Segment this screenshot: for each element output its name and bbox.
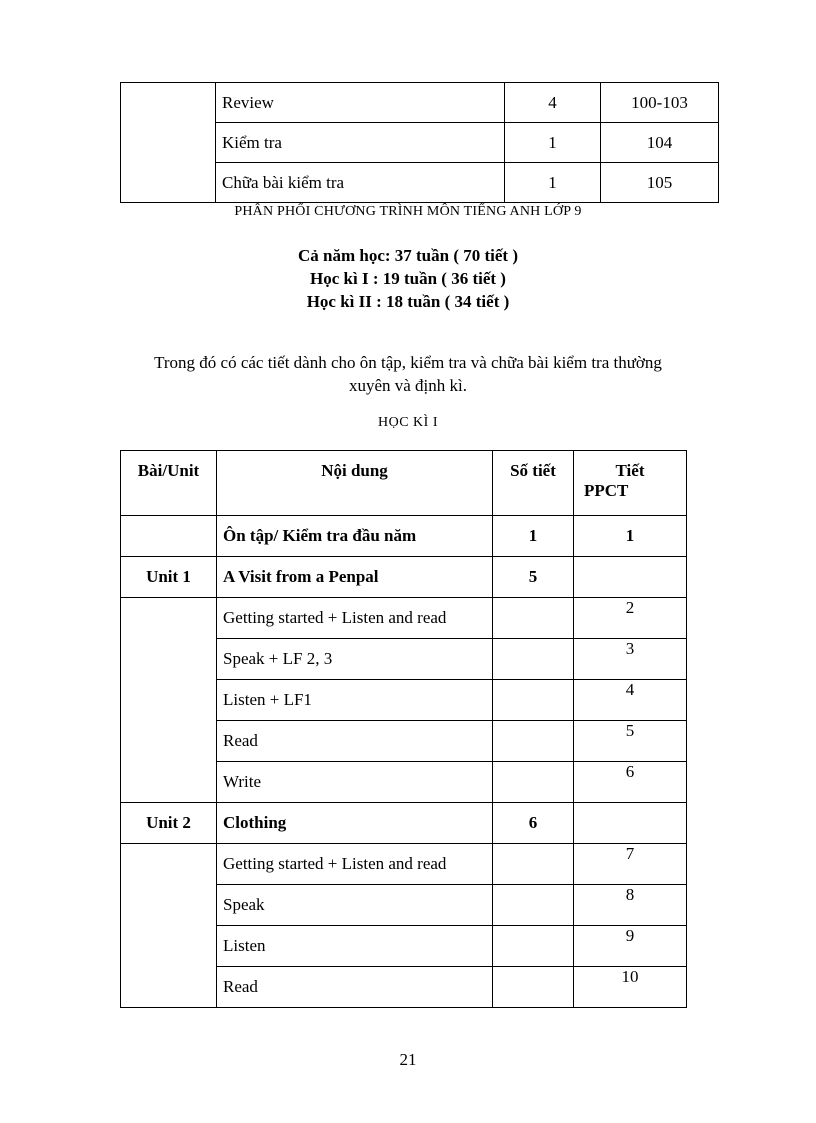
header-content: Nội dung [217, 451, 493, 516]
year-summary [0, 244, 816, 313]
ppct-number: 9 [574, 926, 687, 967]
ppct-number: 6 [574, 762, 687, 803]
lesson-content: Write [217, 762, 493, 803]
ppct-number: 8 [574, 885, 687, 926]
ppct-number: 7 [574, 844, 687, 885]
ppct-number: 1 [574, 516, 687, 557]
period-count [493, 762, 574, 803]
period-count: 1 [505, 163, 601, 203]
table-row [121, 844, 687, 885]
page-number: 21 [399, 1050, 417, 1069]
header-periods: Số tiết [493, 451, 574, 516]
period-count [493, 885, 574, 926]
lesson-content: Read [217, 967, 493, 1008]
period-count [493, 639, 574, 680]
period-count [493, 721, 574, 762]
lesson-content: Chữa bài kiểm tra [216, 163, 505, 203]
lesson-content: Read [217, 721, 493, 762]
period-count: 1 [505, 123, 601, 163]
header-row [121, 451, 687, 516]
ppct-number [574, 557, 687, 598]
ppct-number: 105 [601, 163, 719, 203]
period-count [493, 598, 574, 639]
lesson-content: Getting started + Listen and read [217, 598, 493, 639]
ppct-number: 100-103 [601, 83, 719, 123]
period-count [493, 926, 574, 967]
header-unit: Bài/Unit [121, 451, 217, 516]
period-count [493, 844, 574, 885]
lesson-content: Ôn tập/ Kiểm tra đầu năm [217, 516, 493, 557]
unit-row [121, 803, 687, 844]
unit-cell: Unit 1 [121, 557, 217, 598]
period-count: 5 [493, 557, 574, 598]
unit-title: A Visit from a Penpal [217, 557, 493, 598]
semester2-total: Học kì II : 18 tuần ( 34 tiết ) [306, 292, 510, 311]
unit-title: Clothing [217, 803, 493, 844]
lesson-content: Review [216, 83, 505, 123]
period-count: 6 [493, 803, 574, 844]
header-ppct-line2: PPCT [584, 481, 629, 500]
period-count [493, 680, 574, 721]
ppct-number: 2 [574, 598, 687, 639]
semester1-schedule-table [120, 450, 687, 1008]
period-count: 4 [505, 83, 601, 123]
ppct-number: 3 [574, 639, 687, 680]
header-ppct-line1: Tiết [615, 461, 645, 480]
ppct-number: 10 [574, 967, 687, 1008]
lesson-content: Kiểm tra [216, 123, 505, 163]
lesson-content: Listen + LF1 [217, 680, 493, 721]
ppct-number: 104 [601, 123, 719, 163]
unit-cell [121, 83, 216, 203]
document-title: PHÂN PHỐI CHƯƠNG TRÌNH MÔN TIẾNG ANH LỚP 9 [234, 204, 582, 219]
lesson-content: Getting started + Listen and read [217, 844, 493, 885]
period-count: 1 [493, 516, 574, 557]
unit-row [121, 557, 687, 598]
semester1-total: Học kì I : 19 tuần ( 36 tiết ) [310, 269, 506, 288]
lesson-content: Speak [217, 885, 493, 926]
note-paragraph: Trong đó có các tiết dành cho ôn tập, kiểm tra và chữa bài kiểm tra thường xuyên và định kì. [154, 353, 662, 395]
continued-schedule-table [120, 82, 719, 203]
table-row [121, 598, 687, 639]
unit-cell: Unit 2 [121, 803, 217, 844]
semester-heading: HỌC KÌ I [378, 415, 438, 430]
ppct-number [574, 803, 687, 844]
lesson-content: Listen [217, 926, 493, 967]
table-row [121, 83, 719, 123]
unit-cell [121, 844, 217, 1008]
ppct-number: 5 [574, 721, 687, 762]
table-row [121, 516, 687, 557]
lesson-content: Speak + LF 2, 3 [217, 639, 493, 680]
year-total: Cả năm học: 37 tuần ( 70 tiết ) [297, 246, 519, 265]
ppct-number: 4 [574, 680, 687, 721]
period-count [493, 967, 574, 1008]
unit-cell [121, 516, 217, 557]
unit-cell [121, 598, 217, 803]
header-ppct [574, 451, 687, 516]
